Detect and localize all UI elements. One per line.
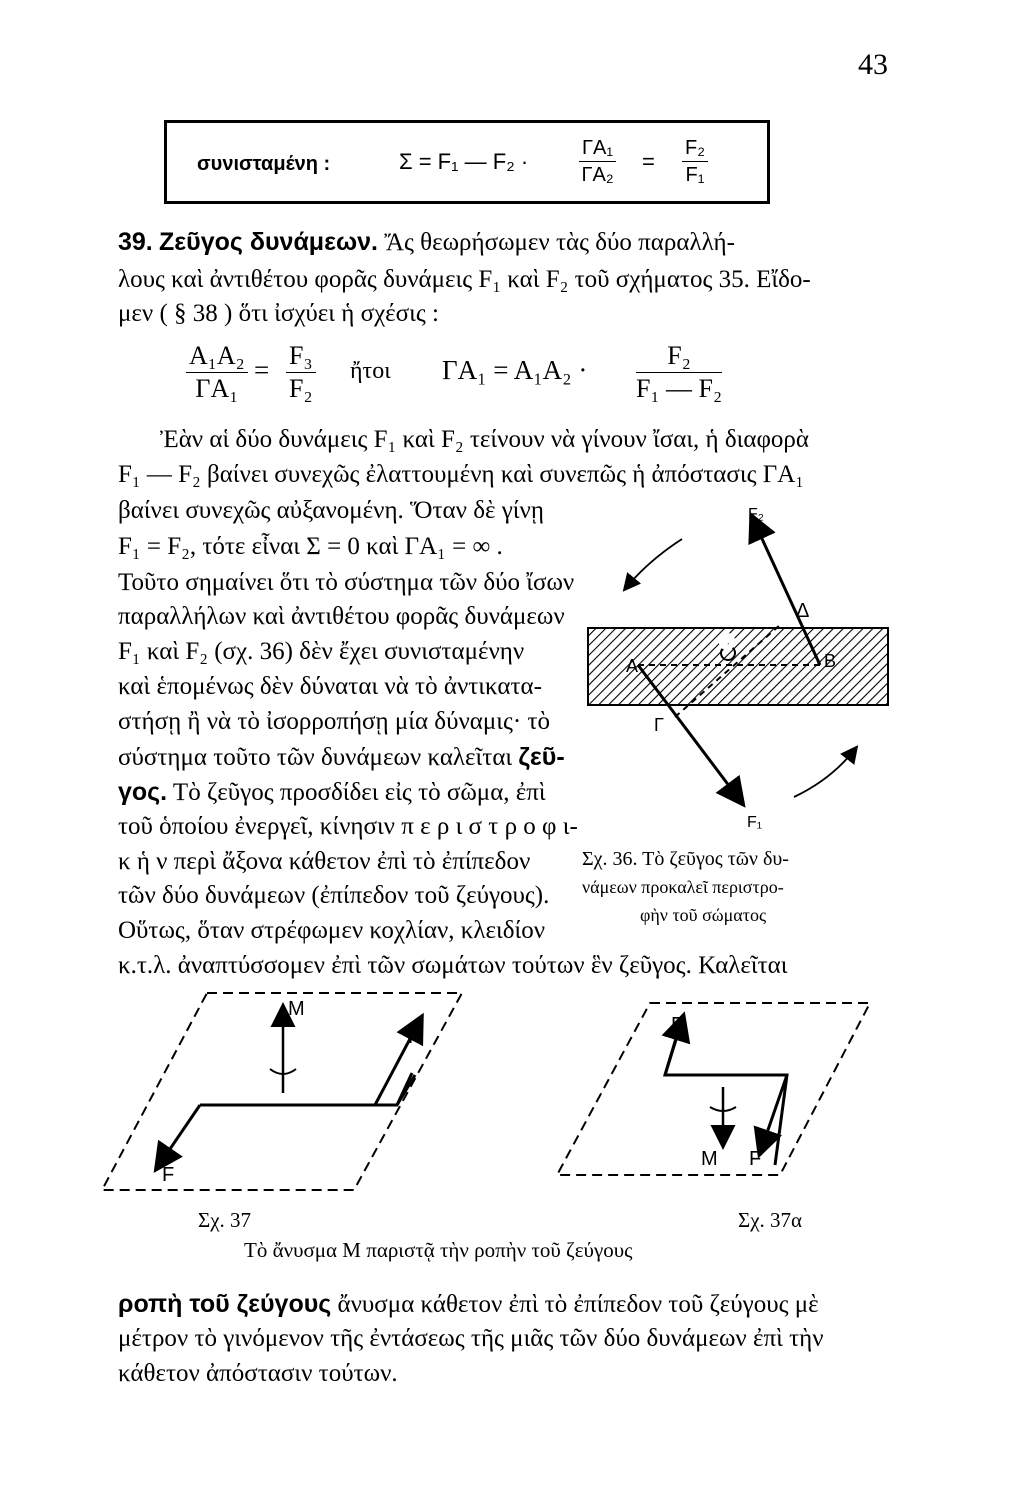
body-line: παραλλήλων καὶ ἀντιθέτου φορᾶς δυνάμεων: [118, 603, 565, 630]
body-line: κ ἡ ν περὶ ἄξονα κάθετον ἐπὶ τὸ ἐπίπεδον: [118, 848, 531, 875]
spaced-word: π ε ρ ι σ τ ρ ο φ ι-: [401, 813, 578, 840]
fraction-numerator: F₂: [682, 135, 708, 162]
label-f-bottom: F: [162, 1164, 175, 1186]
section-title: Ζεῦγος δυνάμεων.: [159, 228, 378, 256]
fraction-denominator: F₁: [685, 164, 705, 186]
intro-text: Ἄς θεωρήσωμεν τὰς δύο παραλλή-: [377, 229, 735, 256]
definition-text: ἄνυσμα κάθετον ἐπὶ τὸ ἐπίπεδον τοῦ ζεύγους μὲ: [331, 1291, 819, 1318]
bold-term: ζεῦ-: [518, 743, 565, 771]
rotation-arrow-bottom: [794, 748, 856, 797]
body-text: Τὸ ζεῦγος προσδίδει εἰς τὸ σῶμα, ἐπὶ: [167, 779, 546, 806]
equation-fraction-1: [186, 340, 248, 405]
fraction-numerator: A₁A₂: [186, 340, 248, 373]
definition-line: [118, 1290, 819, 1319]
figure-37a-caption: Σχ. 37α: [738, 1208, 803, 1232]
body-line: καὶ ἑπομένως δὲν δύναται νὰ τὸ ἀντικατα-: [118, 673, 542, 700]
label-f2: F₂: [748, 506, 764, 523]
equation-fraction-3: [636, 340, 722, 405]
body-line: F₁ καὶ F₂ (σχ. 36) δὲν ἔχει συνισταμένην: [118, 638, 525, 665]
rotation-arrow-top: [625, 539, 682, 589]
fraction-numerator: F₃: [286, 340, 316, 373]
body-line: Τοῦτο σημαίνει ὅτι τὸ σύστημα τῶν δύο ἴσων: [118, 569, 575, 596]
label-m: M: [288, 998, 305, 1020]
fraction-numerator: F₂: [636, 340, 722, 373]
figures-caption: Τὸ ἄνυσμα M παριστᾷ τὴν ροπὴν τοῦ ζεύγους: [244, 1238, 633, 1262]
body-line: βαίνει συνεχῶς αὐξανομένη. Ὅταν δὲ γίνῃ: [118, 497, 544, 524]
label-delta: Δ: [796, 600, 810, 622]
resultant-equation: Σ = F₁ — F₂ ·: [399, 149, 529, 174]
bold-term: ροπὴ τοῦ ζεύγους: [118, 1290, 332, 1318]
label-f-bottom: F: [749, 1148, 762, 1170]
label-o: O: [720, 632, 735, 652]
page-number: 43: [858, 48, 888, 81]
body-line: [118, 778, 546, 807]
label-m: M: [701, 1148, 718, 1170]
label-f1: F₁: [747, 814, 763, 831]
fraction-denominator: F₂: [289, 374, 313, 403]
figure-36-caption-line: Σχ. 36. Τὸ ζεῦγος τῶν δυ-: [582, 848, 789, 870]
body-line: στήσῃ ἢ νὰ τὸ ἰσορροπήσῃ μία δύναμις· τὸ: [118, 708, 551, 735]
figure-37a: [555, 995, 875, 1185]
definition-line: κάθετον ἀπόστασιν τούτων.: [118, 1360, 398, 1387]
resultant-formula-box: [164, 120, 770, 204]
fraction-denominator: F₁ — F₂: [636, 374, 723, 403]
fraction-numerator: ΓA₁: [579, 135, 616, 162]
body-line: [118, 813, 578, 841]
ratio-fraction-right: [682, 135, 708, 188]
label-gamma: Γ: [654, 715, 664, 735]
lever-end: [397, 1073, 412, 1105]
force-f-down-arrow: [157, 1105, 200, 1168]
fraction-denominator: ΓA₁: [195, 374, 239, 403]
body-text: σύστημα τοῦτο τῶν δυνάμεων καλεῖται: [118, 744, 513, 771]
label-f-top: F: [671, 1014, 684, 1036]
section-heading-line: [118, 228, 735, 257]
intro-line: μεν ( § 38 ) ὅτι ἰσχύει ἡ σχέσις :: [118, 300, 439, 327]
figure-36: [580, 495, 900, 840]
figure-36-caption-line: φὴν τοῦ σώματος: [640, 905, 767, 925]
figure-37: [100, 985, 470, 1200]
equation-equals: =: [254, 355, 270, 385]
label-f-top: F: [408, 1026, 421, 1048]
body-line: κ.τ.λ. ἀναπτύσσομεν ἐπὶ τῶν σωμάτων τούτων ἓν ζεῦγος. Καλεῖται: [118, 952, 788, 979]
body-line: [118, 743, 565, 772]
equation-lhs: ΓA₁ = A₁A₂ ·: [442, 355, 588, 385]
label-b: B: [824, 651, 837, 671]
figure-36-caption-line: νάμεων προκαλεῖ περιστρο-: [582, 877, 784, 897]
bold-term: γος.: [118, 778, 168, 806]
body-line: Ἐὰν αἱ δύο δυνάμεις F₁ καὶ F₂ τείνουν νὰ γίνουν ἴσαι, ἡ διαφορὰ: [160, 426, 809, 453]
couple-lever: [665, 1015, 787, 1165]
ratio-fraction-left: [579, 135, 616, 188]
figure-37-caption: Σχ. 37: [198, 1208, 252, 1232]
body-line: F₁ = F₂, τότε εἶναι Σ = 0 καὶ ΓA₁ = ∞ .: [118, 533, 503, 560]
resultant-label: συνισταμένη :: [197, 153, 331, 175]
section-number: 39.: [118, 228, 153, 256]
equals-sign: =: [642, 149, 655, 174]
equation-itoi: ἤτοι: [350, 358, 391, 384]
body-line: τῶν δύο δυνάμεων (ἐπίπεδον τοῦ ζεύγους).: [118, 882, 550, 909]
body-line: F₁ — F₂ βαίνει συνεχῶς ἐλαττουμένη καὶ συνεπῶς ἡ ἀπόστασις ΓA₁: [118, 461, 804, 488]
definition-line: μέτρον τὸ γινόμενον τῆς ἐντάσεως τῆς μιᾶς τῶν δύο δυνάμεων ἐπὶ τὴν: [118, 1325, 824, 1352]
fraction-denominator: ΓA₂: [581, 164, 614, 186]
intro-line: λους καὶ ἀντιθέτου φορᾶς δυνάμεις F₁ καὶ F₂ τοῦ σχήματος 35. Εἴδο-: [118, 266, 811, 293]
body-text: τοῦ ὁποίου ἐνεργεῖ, κίνησιν: [118, 813, 395, 840]
equation-fraction-2: [286, 340, 316, 405]
label-a: A: [626, 656, 639, 676]
body-line: Οὕτως, ὅταν στρέφωμεν κοχλίαν, κλειδίον: [118, 917, 546, 944]
